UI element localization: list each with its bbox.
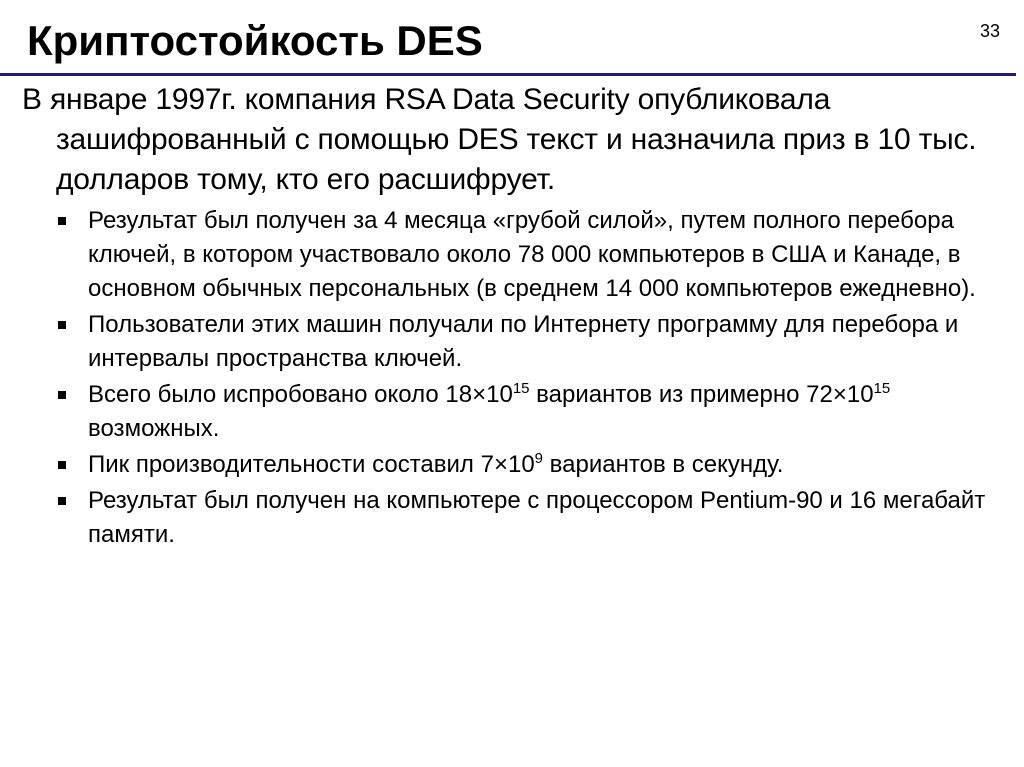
bullet-text: Результат был получен за 4 месяца «грубой силой», путем полного перебора ключей, в котором участвовало около 78 000 компьютеров в США и Канаде, в основном обычных персональных (в среднем 14 000 компьютеров ежедневно). xyxy=(88,207,976,302)
bullet-item xyxy=(88,448,1012,482)
square-bullet-icon xyxy=(58,497,66,505)
bullet-text-part: вариантов из примерно 72×10 xyxy=(529,381,874,408)
bullet-item xyxy=(88,378,1012,446)
bullet-item xyxy=(88,204,1012,306)
bullet-text-part: Всего было испробовано около 18×10 xyxy=(88,381,513,408)
square-bullet-icon xyxy=(58,321,66,329)
bullet-text: Результат был получен на компьютере с процессором Pentium-90 и 16 мегабайт памяти. xyxy=(88,487,986,548)
square-bullet-icon xyxy=(58,391,66,399)
exponent: 15 xyxy=(873,380,891,397)
square-bullet-icon xyxy=(58,461,66,469)
bullet-text-part: возможных. xyxy=(88,415,220,442)
exponent: 15 xyxy=(512,380,530,397)
exponent: 9 xyxy=(534,450,544,467)
slide-title: Криптостойкость DES xyxy=(27,17,483,64)
bullet-item xyxy=(88,484,1012,552)
main-paragraph: В январе 1997г. компания RSA Data Security опубликовала зашифрованный с помощью DES текст и назначила приз в 10 тыс. долларов тому, кто его расшифрует. xyxy=(22,83,977,196)
bullet-item xyxy=(88,308,1012,376)
page-number: 33 xyxy=(979,21,1001,41)
bullet-text: Пользователи этих машин получали по Интернету программу для перебора и интервалы пространства ключей. xyxy=(88,311,959,372)
square-bullet-icon xyxy=(58,217,66,225)
bullet-list xyxy=(22,204,1012,552)
slide-content xyxy=(22,80,1012,554)
title-divider xyxy=(0,73,1016,76)
bullet-text-part: вариантов в секунду. xyxy=(543,451,784,478)
bullet-text-part: Пик производительности составил 7×10 xyxy=(88,451,535,478)
